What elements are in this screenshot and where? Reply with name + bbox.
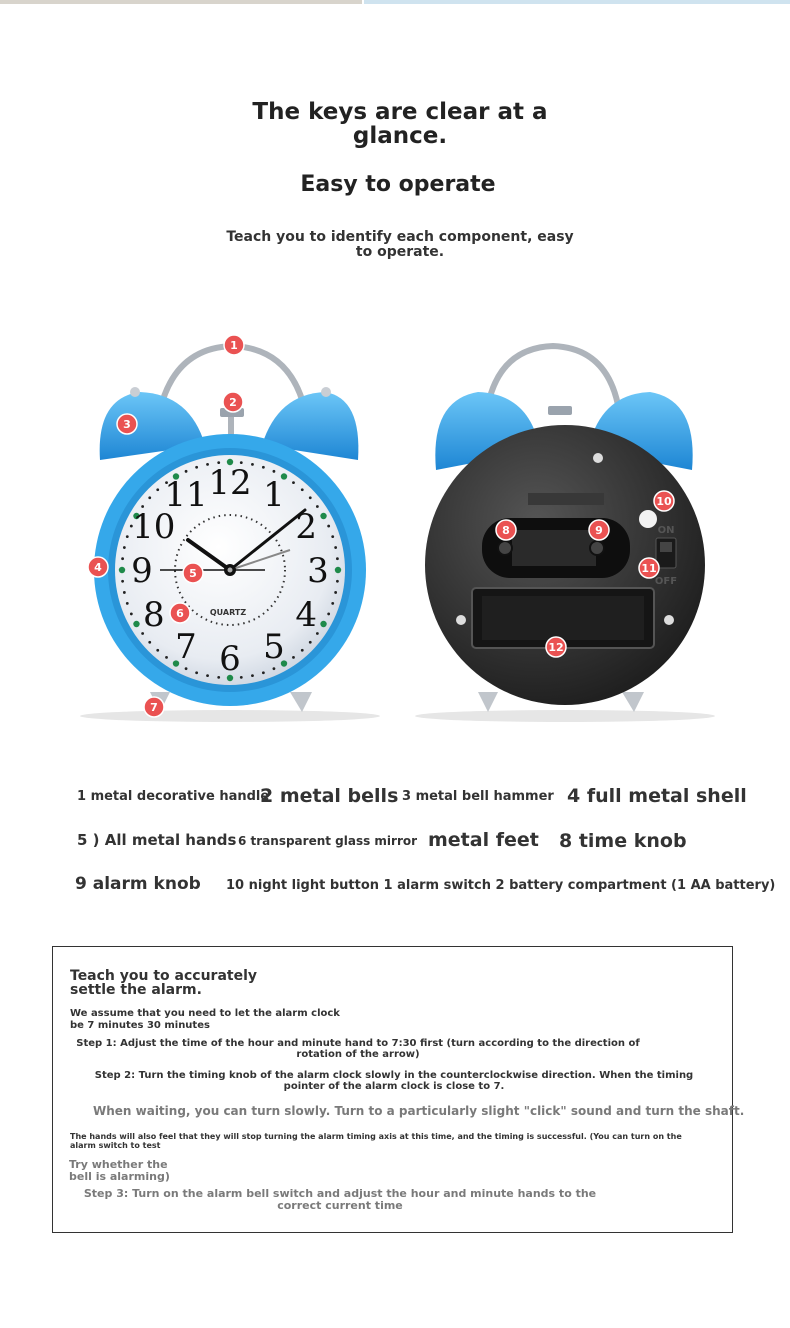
minute-marker-dot [156,488,159,491]
badge-7 [144,697,164,717]
svg-text:1: 1 [230,339,238,352]
back-foot-right [622,692,644,712]
svg-text:8: 8 [502,524,510,537]
badge-12 [546,637,566,657]
night-light-button [639,510,657,528]
svg-text:6: 6 [176,607,184,620]
dial-number: 10 [132,507,176,547]
page-title: The keys are clear at a glance. [252,99,548,149]
minute-marker-dot [126,535,129,538]
svg-text:5: 5 [189,567,197,580]
back-handle [488,346,618,405]
instructions-box [52,946,745,1233]
minute-marker-dot [327,525,330,528]
label-7: metal feet [428,829,539,851]
dial-number: 7 [175,627,197,668]
hour-marker-dot [320,621,326,627]
minute-marker-dot [126,602,129,605]
minute-marker-dot [185,667,188,670]
screw-right [664,615,674,625]
svg-text:11: 11 [641,562,657,575]
badge-1 [224,335,244,355]
badge-5 [183,563,203,583]
badge-8 [496,520,516,540]
badge-6 [170,603,190,623]
svg-text:9: 9 [595,524,603,537]
bell-knob-left [130,387,140,397]
switch-on-label: ON [657,525,675,536]
page-subtitle: Easy to operate [300,172,496,197]
dial-number: 11 [164,474,208,515]
minute-marker-dot [331,602,334,605]
minute-marker-dot [292,481,295,484]
minute-marker-dot [156,649,159,652]
dial-number: 3 [307,551,329,591]
instructions-assumption: We assume that you need to let the alarm clock be 7 minutes 30 minutes [70,1008,340,1031]
back-clock [425,346,705,712]
instructions-step2: Step 2: Turn the timing knob of the alarm clock slowly in the counterclockwise direction. When the timing pointer of the alarm clock is close to 7. [94,1070,694,1092]
top-color-strip [0,0,790,4]
minute-marker-dot [336,557,339,560]
alarm-knob [590,541,604,555]
instructions-waiting: When waiting, you can turn slowly. Turn to a particularly slight "click" sound and turn the shaft. [93,1104,745,1118]
instructions-hands: The hands will also feel that they will stop turning the alarm timing axis at this time, and the timing is successful. (You can turn on the alarm switch to test [70,1132,682,1150]
back-foot-left [478,692,498,712]
svg-text:10: 10 [656,495,672,508]
minute-marker-dot [195,671,198,674]
label-4: 4 full metal shell [567,785,747,807]
dial-number: 2 [295,507,318,547]
dial-number: 12 [208,463,252,503]
badge-10 [654,491,674,511]
minute-marker-dot [301,488,304,491]
minute-marker-dot [309,496,312,499]
label-9: 9 alarm knob [75,874,201,894]
minute-marker-dot [121,580,124,583]
instructions-step1: Step 1: Adjust the time of the hour and minute hand to 7:30 first (turn according to the direction of rotation of the arrow) [76,1038,640,1060]
minute-marker-dot [165,656,168,659]
switch-off-label: OFF [654,576,678,587]
instructions-try: Try whether the bell is alarming) [69,1158,170,1183]
label-2: 2 metal bells [260,785,399,807]
svg-text:7: 7 [150,701,158,714]
minute-marker-dot [130,613,133,616]
minute-marker-dot [327,613,330,616]
svg-text:4: 4 [94,561,102,574]
dial-number: 4 [295,595,318,635]
dial-number: 5 [263,627,285,668]
screw-left [456,615,466,625]
minute-marker-dot [301,649,304,652]
bell-knob-right [321,387,331,397]
badge-2 [223,392,243,412]
minute-marker-dot [262,671,265,674]
intro-text: Teach you to identify each component, easy to operate. [226,229,574,260]
clock-diagram [0,320,790,740]
dial-number: 6 [219,639,241,679]
minute-marker-dot [309,641,312,644]
badge-4 [88,557,108,577]
minute-marker-dot [148,496,151,499]
svg-text:12: 12 [548,641,564,654]
hour-marker-dot [119,567,125,573]
minute-marker-dot [121,557,124,560]
minute-marker-dot [292,656,295,659]
time-knob [498,541,512,555]
minute-marker-dot [148,641,151,644]
instructions-title: Teach you to accurately settle the alarm. [70,968,258,998]
hour-marker-dot [335,567,341,573]
badge-9 [589,520,609,540]
dial-number: 8 [142,595,165,635]
badge-3 [117,414,137,434]
minute-marker-dot [334,546,337,549]
label-5: 5 ) All metal hands [77,831,237,849]
label-10: 10 night light button 1 alarm switch 2 battery compartment (1 AA battery) [226,878,776,893]
minute-marker-dot [123,591,126,594]
label-1: 1 metal decorative handle [77,789,270,804]
instructions-step3: Step 3: Turn on the alarm bell switch and adjust the hour and minute hands to the correct current time [83,1187,597,1212]
front-clock-shadow [80,710,380,722]
badge-11 [639,558,659,578]
back-hammer [548,406,572,415]
svg-text:3: 3 [123,418,131,431]
hour-marker-dot [133,621,139,627]
svg-text:2: 2 [229,396,237,409]
clock-illustration [0,320,790,740]
minute-marker-dot [251,674,254,677]
minute-marker-dot [273,470,276,473]
minute-marker-dot [336,580,339,583]
dial-brand: QUARTZ [209,608,247,617]
front-foot-right [290,692,312,712]
minute-marker-dot [334,591,337,594]
screw-top [593,453,603,463]
label-3: 3 metal bell hammer [402,789,554,804]
minute-marker-dot [206,674,209,677]
label-6: 6 transparent glass mirror [238,834,418,848]
minute-marker-dot [185,470,188,473]
hour-marker-dot [320,513,326,519]
dial-number: 9 [131,551,153,591]
minute-marker-dot [195,466,198,469]
minute-marker-dot [123,546,126,549]
minute-marker-dot [273,667,276,670]
minute-marker-dot [262,466,265,469]
dial-number: 1 [263,474,285,515]
label-8: 8 time knob [559,830,687,852]
minute-marker-dot [331,535,334,538]
back-clock-shadow [415,710,715,722]
